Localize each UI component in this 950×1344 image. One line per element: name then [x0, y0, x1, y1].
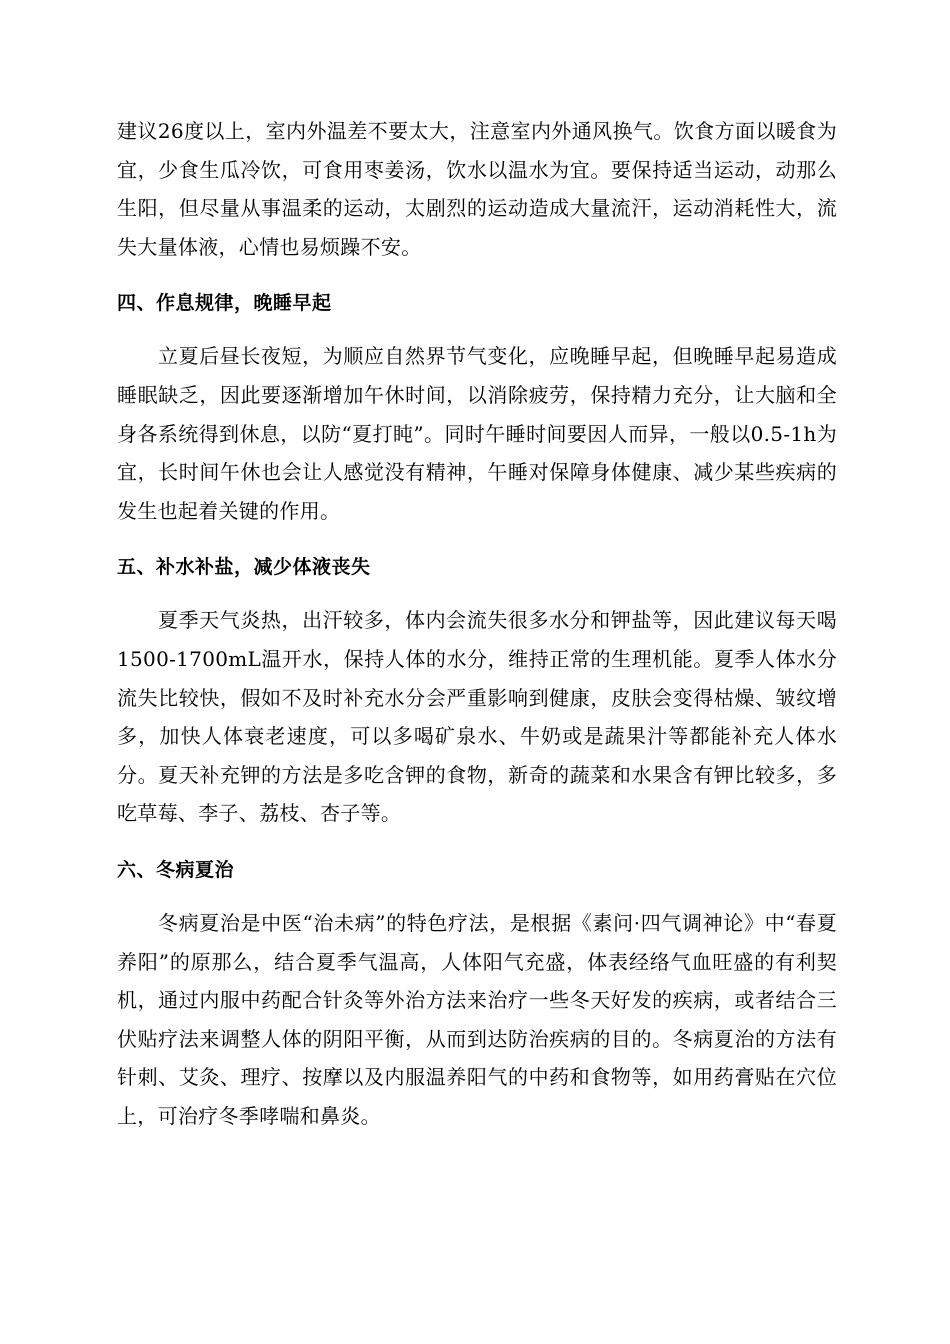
document-page — [117, 112, 837, 1135]
section-heading-4: 四、作息规律，晚睡早起 — [117, 292, 332, 315]
paragraph-section-5: 夏季天气炎热，出汗较多，体内会流失很多水分和钾盐等，因此建议每天喝1500-1700mL温开水，保持人体的水分，维持正常的生理机能。夏季人体水分流失比较快，假如不及时补充水分会严重影响到健康，皮肤会变得枯燥、皱纹增多，加快人体衰老速度，可以多喝矿泉水、牛奶或是蔬果汁等都能补充人体水分。夏天补充钾的方法是多吃含钾的食物，新奇的蔬菜和水果含有钾比较多，多吃草莓、李子、荔枝、杏子等。 — [117, 608, 837, 826]
section-heading-5: 五、补水补盐，减少体液丧失 — [117, 556, 371, 579]
section-heading-6: 六、冬病夏治 — [117, 858, 235, 881]
paragraph-section-4: 立夏后昼长夜短，为顺应自然界节气变化，应晚睡早起，但晚睡早起易造成睡眠缺乏，因此要逐渐增加午休时间，以消除疲劳，保持精力充分，让大脑和全身各系统得到休息，以防“夏打盹”。同时午睡时间要因人而异，一般以0.5-1h为宜，长时间午休也会让人感觉没有精神，午睡对保障身体健康、减少某些疾病的发生也起着关键的作用。 — [117, 344, 837, 523]
paragraph-section-6: 冬病夏治是中医“治未病”的特色疗法，是根据《素问·四气调神论》中“春夏养阳”的原那么，结合夏季气温高，人体阳气充盛，体表经络气血旺盛的有利契机，通过内服中药配合针灸等外治方法来治疗一些冬天好发的疾病，或者结合三伏贴疗法来调整人体的阴阳平衡，从而到达防治疾病的目的。冬病夏治的方法有针刺、艾灸、理疗、按摩以及内服温养阳气的中药和食物等，如用药膏贴在穴位上，可治疗冬季哮喘和鼻炎。 — [117, 910, 837, 1128]
paragraph-continued: 建议26度以上，室内外温差不要太大，注意室内外通风换气。饮食方面以暖食为宜，少食生瓜冷饮，可食用枣姜汤，饮水以温水为宜。要保持适当运动，动那么生阳，但尽量从事温柔的运动，太剧烈的运动造成大量流汗，运动消耗性大，流失大量体液，心情也易烦躁不安。 — [117, 119, 837, 259]
